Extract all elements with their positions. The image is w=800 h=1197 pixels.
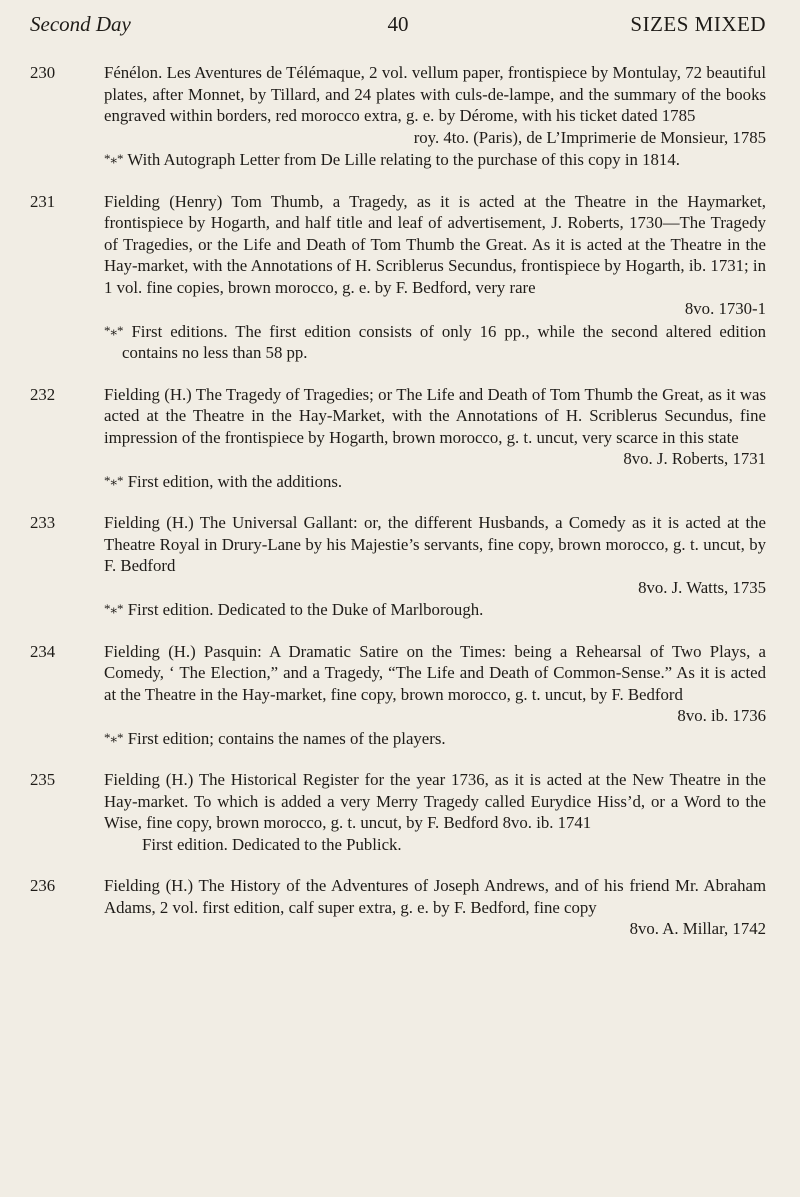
lot-entry <box>30 769 766 855</box>
lot-note <box>104 320 766 364</box>
lot-description <box>104 62 766 171</box>
lot-text: Fielding (H.) Pasquin: A Dramatic Satire on the Times: being a Rehearsal of Two Plays, a Comedy, ‘ The Election,” and a Tragedy, “The Life and Death of Common-Sense.” As it is acted at the Theatre in the Hay-market, fine copy, brown morocco, g. t. uncut, by F. Bedford <box>104 641 766 704</box>
lot-imprint: 8vo. J. Watts, 1735 <box>638 577 766 597</box>
lot-entry <box>30 62 766 171</box>
running-head <box>30 12 766 44</box>
asterism-icon: *⁎* <box>104 322 124 338</box>
lot-description <box>104 512 766 621</box>
lot-note-text: With Autograph Letter from De Lille relating to the purchase of this copy in 1814. <box>127 150 680 169</box>
lot-list <box>30 62 766 960</box>
asterism-icon: *⁎* <box>104 151 124 166</box>
lot-entry <box>30 191 766 364</box>
lot-text: Fénélon. Les Aventures de Télémaque, 2 vol. vellum paper, frontispiece by Montulay, 72 beautiful plates, after Monnet, by Tillard, and 24 plates with culs-de-lampe, and the summary of the books engraved within borders, red morocco extra, g. e. by Dérome, with his ticket dated 1785 <box>104 63 766 125</box>
asterism-icon: *⁎* <box>104 601 124 616</box>
lot-text: Fielding (Henry) Tom Thumb, a Tragedy, as it is acted at the Theatre in the Haymarket, frontispiece by Hogarth, and half title and leaf of advertisement, J. Roberts, 1730—The Tragedy of Tragedies, or the Life and Death of Tom Thumb the Great. As it is acted at the Theatre in the Hay-market, with the Annotations of H. Scriblerus Secundus, frontispiece by Hogarth, ib. 1731; in 1 vol. fine copies, brown morocco, g. e. by F. Bedford, very rare <box>104 191 766 297</box>
lot-note <box>104 598 766 621</box>
lot-number: 235 <box>30 770 56 789</box>
lot-text: Fielding (H.) The Historical Register for the year 1736, as it is acted at the New Theatre in the Hay-market. To which is added a very Merry Tragedy called Eurydice Hiss’d, or a Word to the Wise, fine copy, brown morocco, g. t. uncut, by F. Bedford 8vo. ib. 1741 <box>104 770 766 832</box>
lot-text: Fielding (H.) The Universal Gallant: or, the different Husbands, a Comedy as it is acted at the Theatre Royal in Drury-Lane by his Majestie’s servants, fine copy, brown morocco, g. t. uncut, by F. Bedford <box>104 513 766 575</box>
lot-entry <box>30 875 766 940</box>
lot-description <box>104 641 766 750</box>
lot-number: 231 <box>30 191 56 211</box>
lot-description <box>104 769 766 855</box>
running-head-left: Second Day <box>30 12 131 36</box>
lot-number: 232 <box>30 384 56 404</box>
lot-number: 234 <box>30 641 56 661</box>
lot-note-text: First edition. Dedicated to the Publick. <box>142 834 402 854</box>
lot-note-text: First edition, with the additions. <box>127 471 343 491</box>
lot-entry <box>30 512 766 621</box>
lot-number: 236 <box>30 876 56 895</box>
lot-note-text: First editions. The first edition consists of only 16 pp., while the second altered edition contains no less than 58 pp. <box>122 321 766 362</box>
lot-number: 233 <box>30 513 56 532</box>
lot-entry <box>30 641 766 750</box>
lot-imprint: 8vo. J. Roberts, 1731 <box>623 449 766 468</box>
page-number: 40 <box>387 12 409 36</box>
lot-imprint: 8vo. ib. 1736 <box>677 706 766 725</box>
lot-note <box>104 834 766 856</box>
asterism-icon: *⁎* <box>104 472 124 488</box>
lot-number: 230 <box>30 63 56 82</box>
lot-imprint: roy. 4to. (Paris), de L’Imprimerie de Monsieur, 1785 <box>413 127 766 147</box>
lot-note <box>104 470 766 493</box>
lot-description <box>104 875 766 940</box>
lot-note-text: First edition. Dedicated to the Duke of Marlborough. <box>127 600 484 619</box>
lot-imprint: 8vo. A. Millar, 1742 <box>629 919 766 938</box>
lot-note <box>104 727 766 750</box>
lot-text: Fielding (H.) The Tragedy of Tragedies; or The Life and Death of Tom Thumb the Great, as it was acted at the Theatre in the Hay-Market, with the Annotations of H. Scriblerus Secundus, fine impression of the frontispiece by Hogarth, brown morocco, g. t. uncut, very scarce in this state <box>104 384 766 447</box>
lot-imprint: 8vo. 1730-1 <box>684 299 766 318</box>
lot-entry <box>30 384 766 493</box>
running-head-right: SIZES MIXED <box>630 12 766 36</box>
asterism-icon: *⁎* <box>104 729 124 745</box>
lot-note <box>104 148 766 171</box>
lot-description <box>104 191 766 364</box>
lot-description <box>104 384 766 493</box>
lot-note-text: First edition; contains the names of the players. <box>127 728 446 748</box>
lot-text: Fielding (H.) The History of the Adventures of Joseph Andrews, and of his friend Mr. Abraham Adams, 2 vol. first edition, calf super extra, g. e. by F. Bedford, fine copy <box>104 876 766 917</box>
